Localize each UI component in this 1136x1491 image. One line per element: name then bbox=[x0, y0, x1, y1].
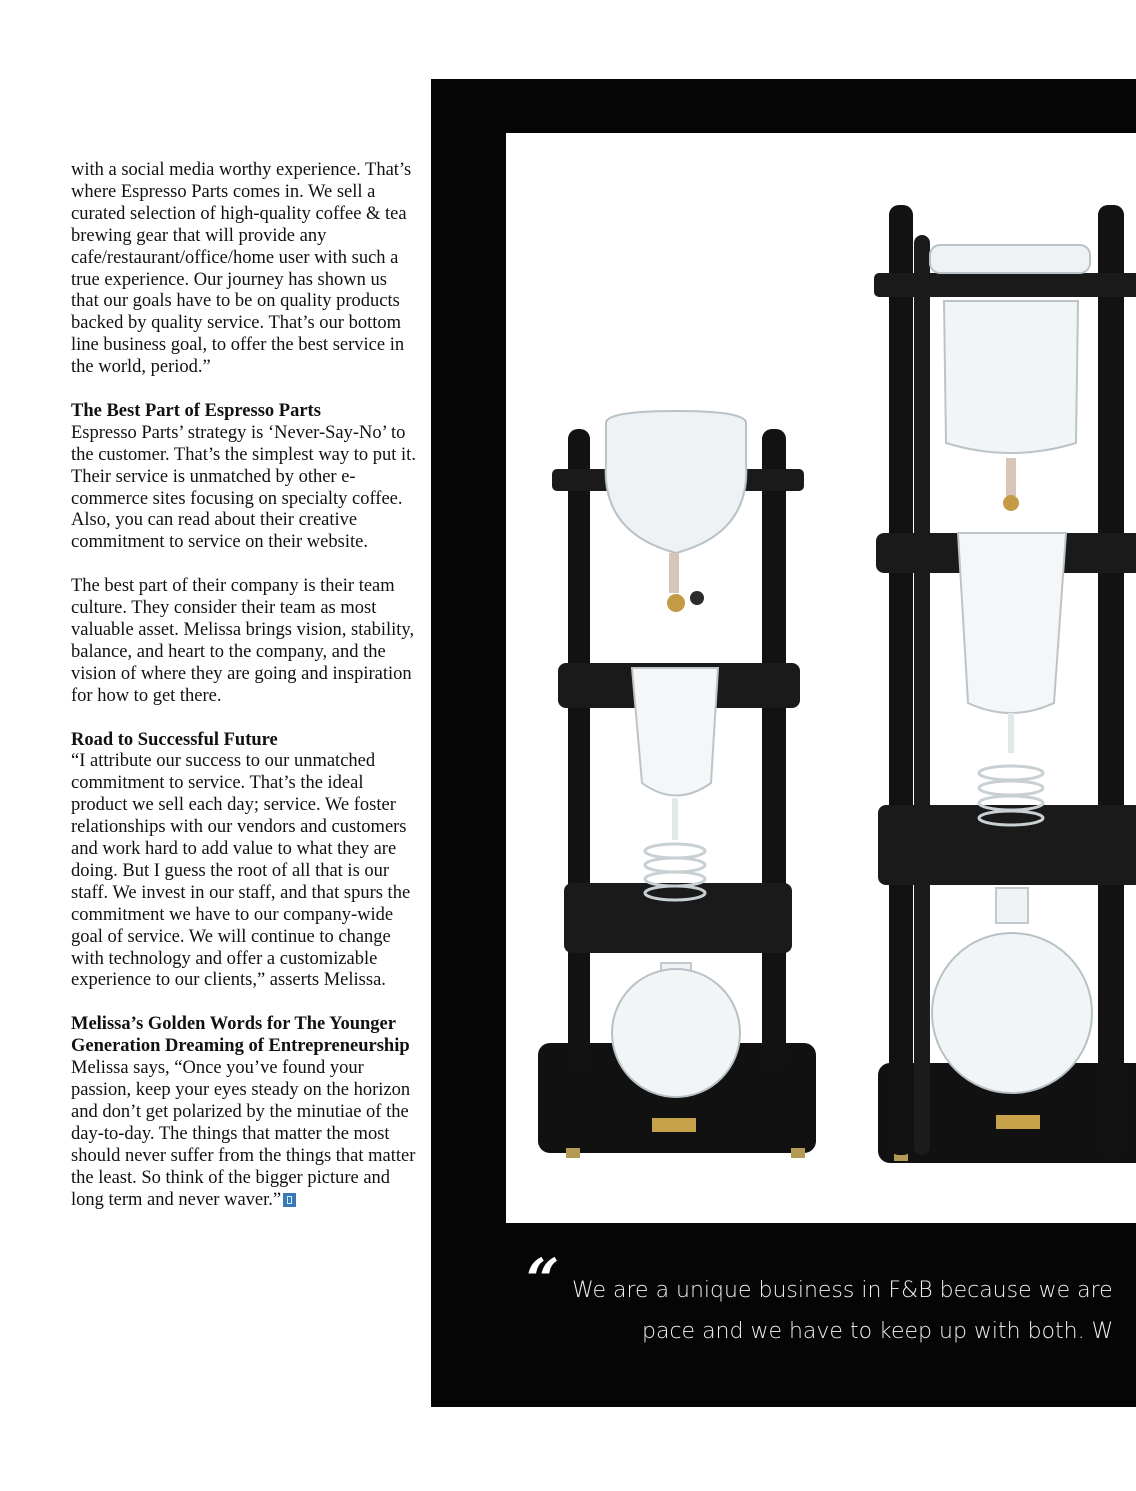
pull-quote-line: pace and we have to keep up with both. W bbox=[642, 1319, 1114, 1344]
section-heading: Melissa’s Golden Words for The Younger Generation Dreaming of Entrepreneurship bbox=[71, 1014, 410, 1057]
article-column bbox=[71, 160, 416, 1233]
cold-brew-towers-illustration bbox=[506, 133, 1136, 1223]
article-section bbox=[71, 401, 416, 554]
quote-mark-icon: “ bbox=[526, 1246, 560, 1314]
article-paragraph: The best part of their company is their team culture. They consider their team as most valuable asset. Melissa brings vision, stability, balance, and heart to the company, and the vision of where they are going and inspiration for how to get there. bbox=[71, 576, 415, 706]
article-paragraph: with a social media worthy experience. That’s where Espresso Parts comes in. We sell a curated selection of high-quality coffee & tea brewing gear that will provide any cafe/restaurant/office/home user with such a true experience. Our journey has shown us that our goals have to be on quality products backed by quality service. That’s our bottom line business goal, to offer the best service in the world, period.” bbox=[71, 160, 412, 378]
pull-quote-line: We are a unique business in F&B because we are bbox=[572, 1278, 1113, 1303]
article-paragraph: Espresso Parts’ strategy is ‘Never-Say-No’ to the customer. That’s the simplest way to put it. Their service is unmatched by other e-commerce sites focusing on specialty coffee. Also, you can read about their creative commitment to service on their website. bbox=[71, 422, 416, 553]
article-paragraph: Melissa says, “Once you’ve found your passion, keep your eyes steady on the horizon and don’t get polarized by the minutiae of the day-to-day. The things that matter the most should never suffer from the things that matter the least. So think of the bigger picture and long term and never waver.” bbox=[71, 1058, 416, 1210]
article-paragraph: “I attribute our success to our unmatched commitment to service. That’s the ideal product we sell each day; service. We foster relationships with our vendors and customers and work hard to add value to what they are doing. But I guess the root of all that is our staff. We invest in our staff, and that spurs the commitment we have to our company-wide goal of service. We will continue to change with technology and offer a customizable experience to our clients,” asserts Melissa. bbox=[71, 751, 411, 991]
cold-drip-tower-large bbox=[874, 205, 1136, 1163]
section-heading: The Best Part of Espresso Parts bbox=[71, 400, 321, 421]
cold-drip-tower-small bbox=[538, 411, 816, 1158]
article-section bbox=[71, 1014, 416, 1211]
product-photo bbox=[506, 133, 1136, 1223]
end-of-article-icon bbox=[283, 1193, 296, 1207]
article-section bbox=[71, 730, 416, 993]
section-heading: Road to Successful Future bbox=[71, 729, 278, 750]
feature-panel bbox=[431, 79, 1136, 1407]
